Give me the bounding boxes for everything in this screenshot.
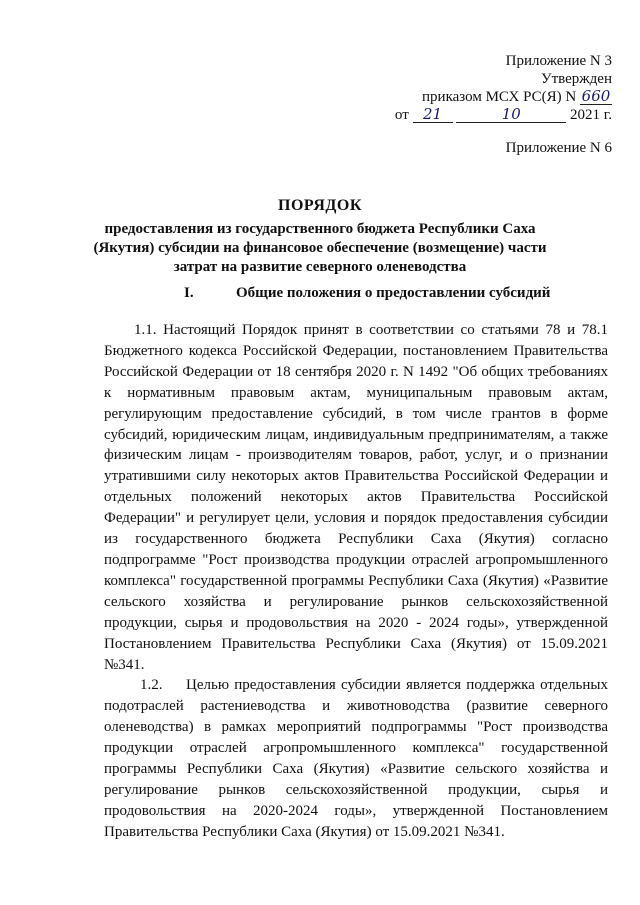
document-title: ПОРЯДОК xyxy=(278,197,362,214)
order-prefix: приказом МСХ РС(Я) N xyxy=(422,89,577,105)
paragraph-1-2 xyxy=(104,675,608,842)
subtitle-line: затрат на развитие северного оленеводства xyxy=(173,259,467,275)
section-number: I. xyxy=(184,285,194,301)
order-number: 660 xyxy=(581,87,611,105)
appendix-3-label: Приложение N 3 xyxy=(505,53,612,69)
date-year: 2021 г. xyxy=(570,107,612,123)
section-heading xyxy=(184,285,550,302)
paragraph-1-2-text: Целью предоставления субсидии является поддержка отдельных подотраслей растениеводства и животноводства (развитие северного оленеводства) в рамках мероприятий подпрограммы "Рост производства продукции отраслей агропромышленного комплекса" государственной программы Республики Саха (Якутия) «Развитие сельского хозяйства и регулирование рынков сельскохозяйственной продукции, сырья и продовольствия на 2020-2024 годы», утвержденной Постановлением Правительства Республики Саха (Якутия) от 15.09.2021 №341. xyxy=(104,677,608,840)
document-title-block xyxy=(60,196,580,277)
order-line xyxy=(395,88,612,106)
approval-stamp-block xyxy=(395,52,612,124)
subtitle-line: (Якутия) субсидии на финансовое обеспечение (возмещение) части xyxy=(93,240,547,256)
paragraph-1-1: 1.1. Настоящий Порядок принят в соответствии со статьями 78 и 78.1 Бюджетного кодекса Российской Федерации, постановлением Правительства Российской Федерации от 18 сентября 2020 г. N 1492 "Об общих требованиях к нормативным правовым актам, муниципальным правовым актам, регулирующим предоставление субсидий, в том числе грантов в форме субсидий, юридическим лицам, индивидуальным предпринимателям, а также физическим лицам - производителям товаров, работ, услуг, и о признании утратившими силу некоторых актов Правительства Российской Федерации и отдельных положений некоторых актов Правительства Российской Федерации" и регулирует цели, условия и порядок предоставления субсидии из государственного бюджета Республики Саха (Якутия) согласно подпрограмме "Рост производства продукции отраслей агропромышленного комплекса" государственной программы Республики Саха (Якутия) «Развитие сельского хозяйства и регулирование рынков сельскохозяйственной продукции, сырья и продовольствия на 2020 - 2024 годы», утвержденной Постановлением Правительства Республики Саха (Якутия) от 15.09.2021 №341. xyxy=(104,322,608,673)
date-day: 21 xyxy=(413,106,453,123)
date-month: 10 xyxy=(456,106,566,123)
date-from: от xyxy=(394,107,409,123)
approved-label: Утвержден xyxy=(540,71,612,87)
body-text xyxy=(104,320,608,843)
paragraph-number: 1.2. xyxy=(140,677,163,694)
subtitle-line: предоставления из государственного бюджета Республики Саха xyxy=(104,221,536,237)
appendix-6-label: Приложение N 6 xyxy=(505,140,612,156)
date-line xyxy=(395,106,612,124)
section-title: Общие положения о предоставлении субсидий xyxy=(236,285,551,301)
